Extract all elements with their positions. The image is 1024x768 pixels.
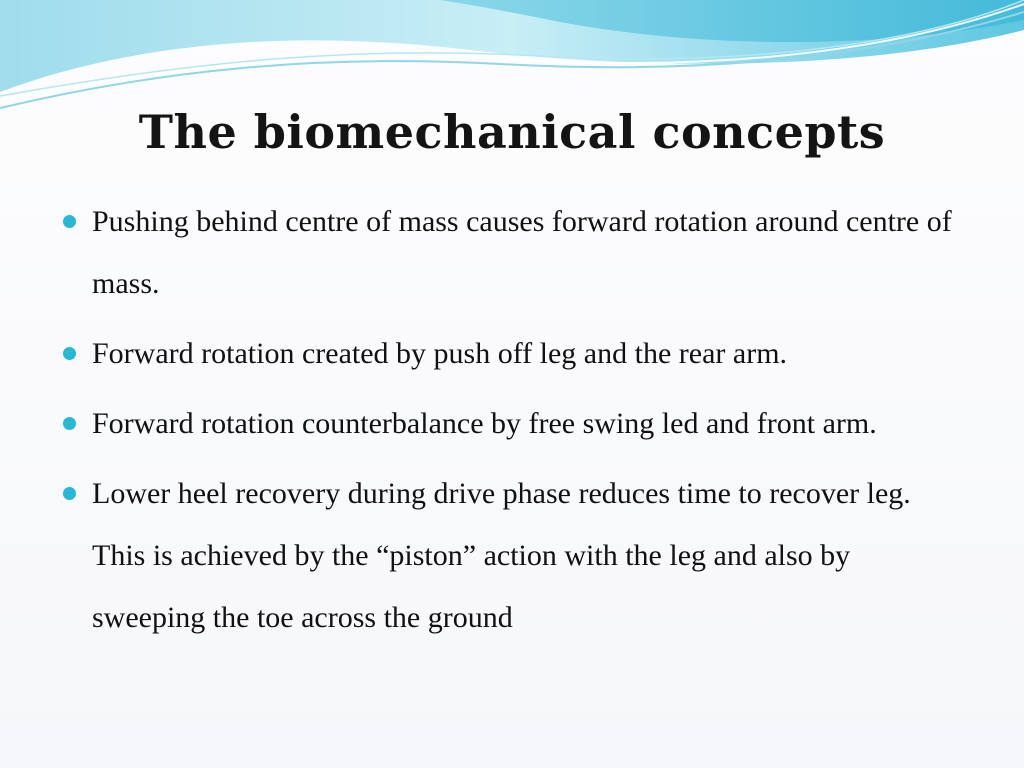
- bullet-text: Lower heel recovery during drive phase reduces time to recover leg. This is achieved by the “piston” action with the leg and also by sweeping the toe across the ground: [92, 477, 911, 634]
- bullet-dot-icon: [63, 487, 76, 500]
- bullet-item: [62, 393, 962, 455]
- bullet-dot-icon: [63, 215, 76, 228]
- bullet-list: [62, 191, 962, 657]
- slide-title: The biomechanical concepts: [138, 105, 886, 159]
- bullet-text: Forward rotation counterbalance by free swing led and front arm.: [92, 407, 877, 440]
- bullet-text: Forward rotation created by push off leg and the rear arm.: [92, 337, 788, 370]
- bullet-item: [62, 463, 962, 649]
- bullet-text: Pushing behind centre of mass causes forward rotation around centre of mass.: [92, 205, 952, 300]
- bullet-dot-icon: [63, 347, 76, 360]
- bullet-item: [62, 191, 962, 315]
- bullet-item: [62, 323, 962, 385]
- bullet-dot-icon: [63, 417, 76, 430]
